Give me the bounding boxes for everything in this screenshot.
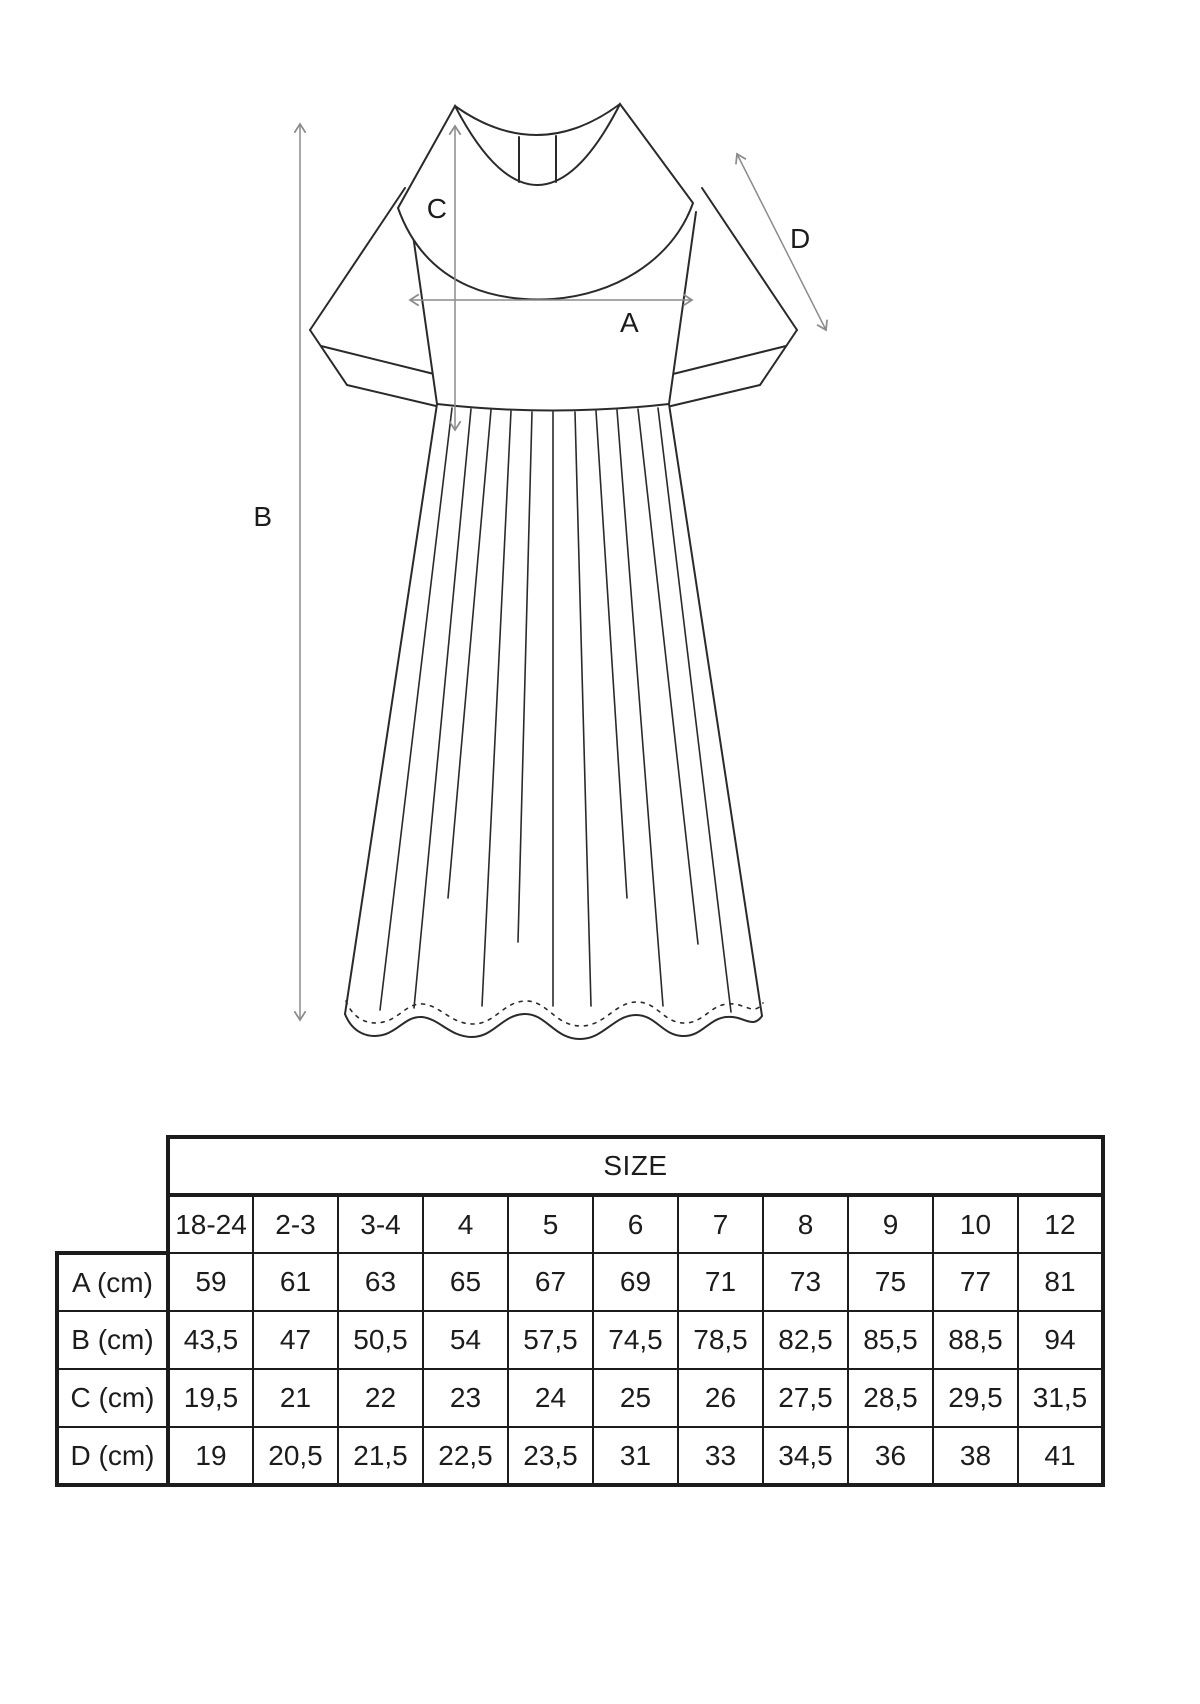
row-label: B (cm) (57, 1311, 168, 1369)
size-value-cell: 71 (678, 1253, 763, 1311)
skirt-right-edge (669, 404, 762, 1016)
size-value-cell: 33 (678, 1427, 763, 1485)
size-value-cell: 69 (593, 1253, 678, 1311)
size-value-cell: 21 (253, 1369, 338, 1427)
hem-stitch-line (346, 1001, 763, 1026)
size-value-cell: 88,5 (933, 1311, 1018, 1369)
button-placket (519, 136, 556, 182)
size-value-cell: 57,5 (508, 1311, 593, 1369)
size-value-cell: 47 (253, 1311, 338, 1369)
left-sleeve-top-edge (310, 188, 405, 330)
measure-D-label: D (790, 223, 811, 254)
size-value-cell: 23 (423, 1369, 508, 1427)
measure-C-label: C (426, 193, 447, 224)
size-value-cell: 31 (593, 1427, 678, 1485)
size-value-cell: 38 (933, 1427, 1018, 1485)
back-neckline (455, 104, 620, 135)
size-value-cell: 61 (253, 1253, 338, 1311)
size-value-cell: 19,5 (168, 1369, 253, 1427)
size-value-cell: 19 (168, 1427, 253, 1485)
size-value-cell: 63 (338, 1253, 423, 1311)
size-col-header: 7 (678, 1195, 763, 1253)
size-value-cell: 65 (423, 1253, 508, 1311)
size-col-header: 9 (848, 1195, 933, 1253)
size-value-cell: 77 (933, 1253, 1018, 1311)
skirt (345, 404, 763, 1039)
table-spacer-cell (57, 1195, 168, 1253)
size-value-cell: 24 (508, 1369, 593, 1427)
size-value-cell: 94 (1018, 1311, 1103, 1369)
size-value-cell: 28,5 (848, 1369, 933, 1427)
dress-flat-sketch (310, 104, 797, 1039)
size-value-cell: 23,5 (508, 1427, 593, 1485)
row-label: A (cm) (57, 1253, 168, 1311)
size-table-title: SIZE (168, 1137, 1103, 1195)
left-sleeve-outer-edge (310, 330, 347, 385)
size-value-cell: 25 (593, 1369, 678, 1427)
size-col-header: 2-3 (253, 1195, 338, 1253)
size-value-cell: 43,5 (168, 1311, 253, 1369)
measure-A-label: A (620, 307, 639, 338)
size-value-cell: 73 (763, 1253, 848, 1311)
right-sleeve-top-edge (702, 188, 797, 330)
waist-seam (437, 404, 669, 411)
size-value-cell: 20,5 (253, 1427, 338, 1485)
row-label: C (cm) (57, 1369, 168, 1427)
size-value-cell: 36 (848, 1427, 933, 1485)
hem-edge (345, 1014, 762, 1039)
size-value-cell: 21,5 (338, 1427, 423, 1485)
right-sleeve-outer-edge (760, 330, 797, 385)
size-col-header: 5 (508, 1195, 593, 1253)
size-value-cell: 54 (423, 1311, 508, 1369)
size-value-cell: 29,5 (933, 1369, 1018, 1427)
size-value-cell: 41 (1018, 1427, 1103, 1485)
size-value-cell: 59 (168, 1253, 253, 1311)
size-value-cell: 31,5 (1018, 1369, 1103, 1427)
size-col-header: 8 (763, 1195, 848, 1253)
right-sleeve-hem (671, 385, 760, 406)
size-table-body (57, 1137, 1103, 1485)
size-value-cell: 34,5 (763, 1427, 848, 1485)
size-value-cell: 82,5 (763, 1311, 848, 1369)
left-sleeve-hem (347, 385, 436, 406)
size-value-cell: 85,5 (848, 1311, 933, 1369)
measure-B-label: B (253, 501, 272, 532)
size-value-cell: 50,5 (338, 1311, 423, 1369)
size-value-cell: 22 (338, 1369, 423, 1427)
size-value-cell: 26 (678, 1369, 763, 1427)
size-value-cell: 22,5 (423, 1427, 508, 1485)
size-col-header: 10 (933, 1195, 1018, 1253)
size-col-header: 4 (423, 1195, 508, 1253)
size-table (55, 1135, 1105, 1487)
skirt-gathers (380, 408, 731, 1012)
row-label: D (cm) (57, 1427, 168, 1485)
size-value-cell: 81 (1018, 1253, 1103, 1311)
size-col-header: 3-4 (338, 1195, 423, 1253)
size-value-cell: 75 (848, 1253, 933, 1311)
size-col-header: 12 (1018, 1195, 1103, 1253)
size-value-cell: 27,5 (763, 1369, 848, 1427)
size-value-cell: 67 (508, 1253, 593, 1311)
measure-D-arrow (737, 154, 826, 330)
table-spacer-cell (57, 1137, 168, 1195)
size-col-header: 18-24 (168, 1195, 253, 1253)
size-value-cell: 74,5 (593, 1311, 678, 1369)
size-value-cell: 78,5 (678, 1311, 763, 1369)
size-col-header: 6 (593, 1195, 678, 1253)
